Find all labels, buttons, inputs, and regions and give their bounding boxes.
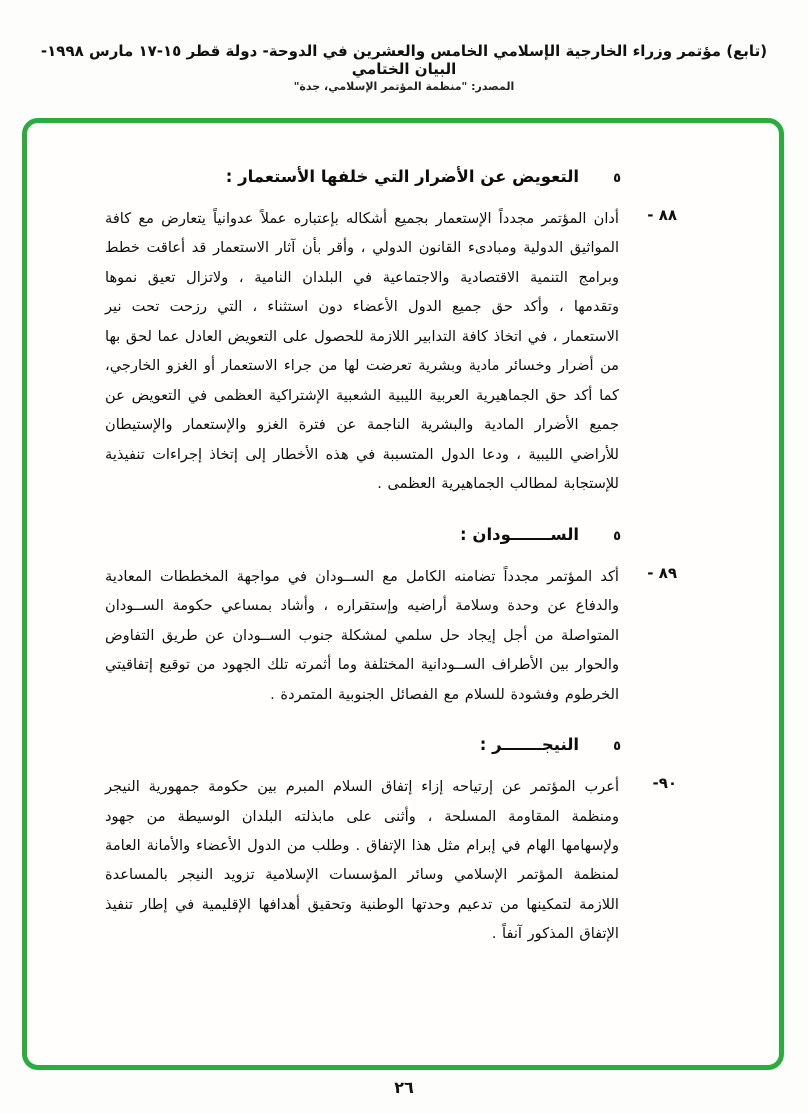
paragraph-text: أعرب المؤتمر عن إرتياحه إزاء إتفاق السلام المبرم بين حكومة جمهورية النيجر ومنظمة المقاومة المسلحة ، وأثنى على مابذلته البلدان الوسيطة من جهود ولإسهامها الهام في إبرام مثل هذا الإتفاق . وطلب من الدول الأعضاء والأمانة العامة لمنظمة المؤتمر الإسلامي وسائر المؤسسات الإسلامية تزويد النيجر بالمساعدة اللازمة لتمكينها من تدعيم وحدتها الوطنية وتحقيق أهدافها الإقليمية في إطار تنفيذ الإتفاق المذكور آنفاً .	[105, 778, 619, 943]
section-heading-sudan	[105, 525, 621, 544]
paragraph-number: ٩٠-	[652, 774, 677, 793]
document-body	[27, 123, 779, 949]
paragraph-89	[105, 562, 677, 709]
document-source-line: المصدر: "منظمة المؤتمر الإسلامي، جدة"	[293, 80, 515, 93]
document-header-title: (تابع) مؤتمر وزراء الخارجية الإسلامي الخامس والعشرين في الدوحة- دولة قطر ١٥-١٧ مارس ١٩٩٨- البيان الختامي	[40, 42, 768, 78]
green-document-frame	[22, 118, 784, 1070]
section-heading-niger	[105, 735, 621, 754]
section-bullet-icon: ٥	[613, 528, 621, 544]
section-heading-compensation	[105, 167, 621, 186]
paragraph-text: أكد المؤتمر مجدداً تضامنه الكامل مع الســودان في مواجهة المخططات المعادية والدفاع عن وحدة وسلامة أراضيه وإستقراره ، وأشاد بمساعي حكومة الســودان المتواصلة من أجل إيجاد حل سلمي لمشكلة جنوب الســودان عن طريق التفاوض والحوار بين الأطراف الســودانية المختلفة وما أثمرته تلك الجهود من توقيع إتفاقيتي الخرطوم وفشودة للسلام مع الفصائل الجنوبية المتمردة .	[105, 567, 619, 703]
section-bullet-icon: ٥	[613, 171, 621, 186]
paragraph-text: أدان المؤتمر مجدداً الإستعمار بجميع أشكاله بإعتباره عملاً عدوانياً يتعارض مع كافة المواثيق الدولية ومبادىء القانون الدولي ، وأقر بأن آثار الاستعمار قد أعاقت خطط وبرامج التنمية الاقتصادية والاجتماعية في البلدان النامية ، ولاتزال تعيق نموها وتقدمها ، وأكد حق جميع الدول الأعضاء دون استثناء ، التي رزحت تحت نير الاستعمار ، في اتخاذ كافة التدابير اللازمة للحصول على التعويض العادل عما لحق بها من أضرار وخسائر مادية وبشرية تعرضت لها من جراء الاستعمار أو الغزو الخارجي، كما أكد حق الجماهيرية العربية الليبية الشعبية الإشتراكية العظمى في التعويض عن جميع الأضرار المادية والبشرية الناجمة عن فترة الغزو والإستعمار والإستيطان للأراضي الليبية ، ودعا الدول المتسببة في هذه الأخطار إلى إتخاذ إجراءات تنفيذية للإستجابة لمطالب الجماهيرية العظمى .	[105, 210, 619, 493]
section-title: التعويض عن الأضرار التي خلفها الأستعمار :	[225, 167, 580, 186]
paragraph-number: ٨٩ -	[647, 563, 677, 582]
section-title: الســـــــودان :	[460, 524, 580, 544]
paragraph-number: ٨٨ -	[647, 206, 677, 224]
page-number: ٢٦	[394, 1078, 414, 1097]
section-title: النيجـــــــر :	[479, 735, 580, 755]
paragraph-90	[105, 772, 677, 949]
paragraph-88	[105, 204, 677, 499]
section-bullet-icon: ٥	[613, 739, 621, 755]
